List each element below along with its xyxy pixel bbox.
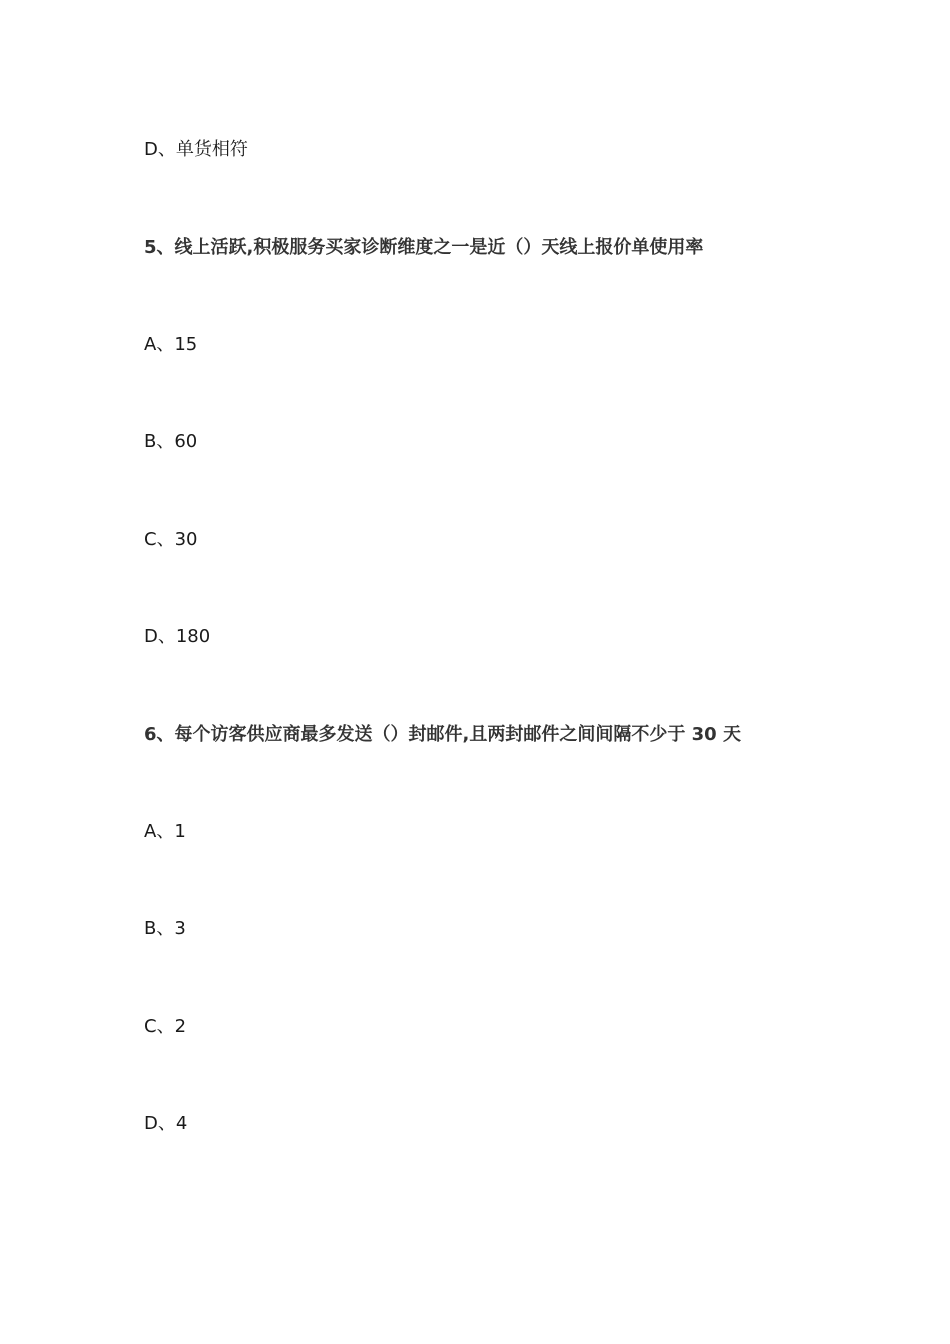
q6-option-b: B、3 <box>144 918 186 939</box>
q6-option-c: C、2 <box>144 1016 187 1037</box>
q6-option-d: D、4 <box>144 1113 188 1134</box>
option-d-prev: D、单货相符 <box>144 139 248 160</box>
q6-option-a: A、1 <box>144 821 186 842</box>
question-5: 5、线上活跃,积极服务买家诊断维度之一是近（）天线上报价单使用率 <box>144 237 704 258</box>
question-6: 6、每个访客供应商最多发送（）封邮件,且两封邮件之间间隔不少于 30 天 <box>144 724 741 745</box>
q5-option-d: D、180 <box>144 626 211 647</box>
q5-option-b: B、60 <box>144 431 198 452</box>
q5-option-c: C、30 <box>144 529 198 550</box>
q5-option-a: A、15 <box>144 334 198 355</box>
